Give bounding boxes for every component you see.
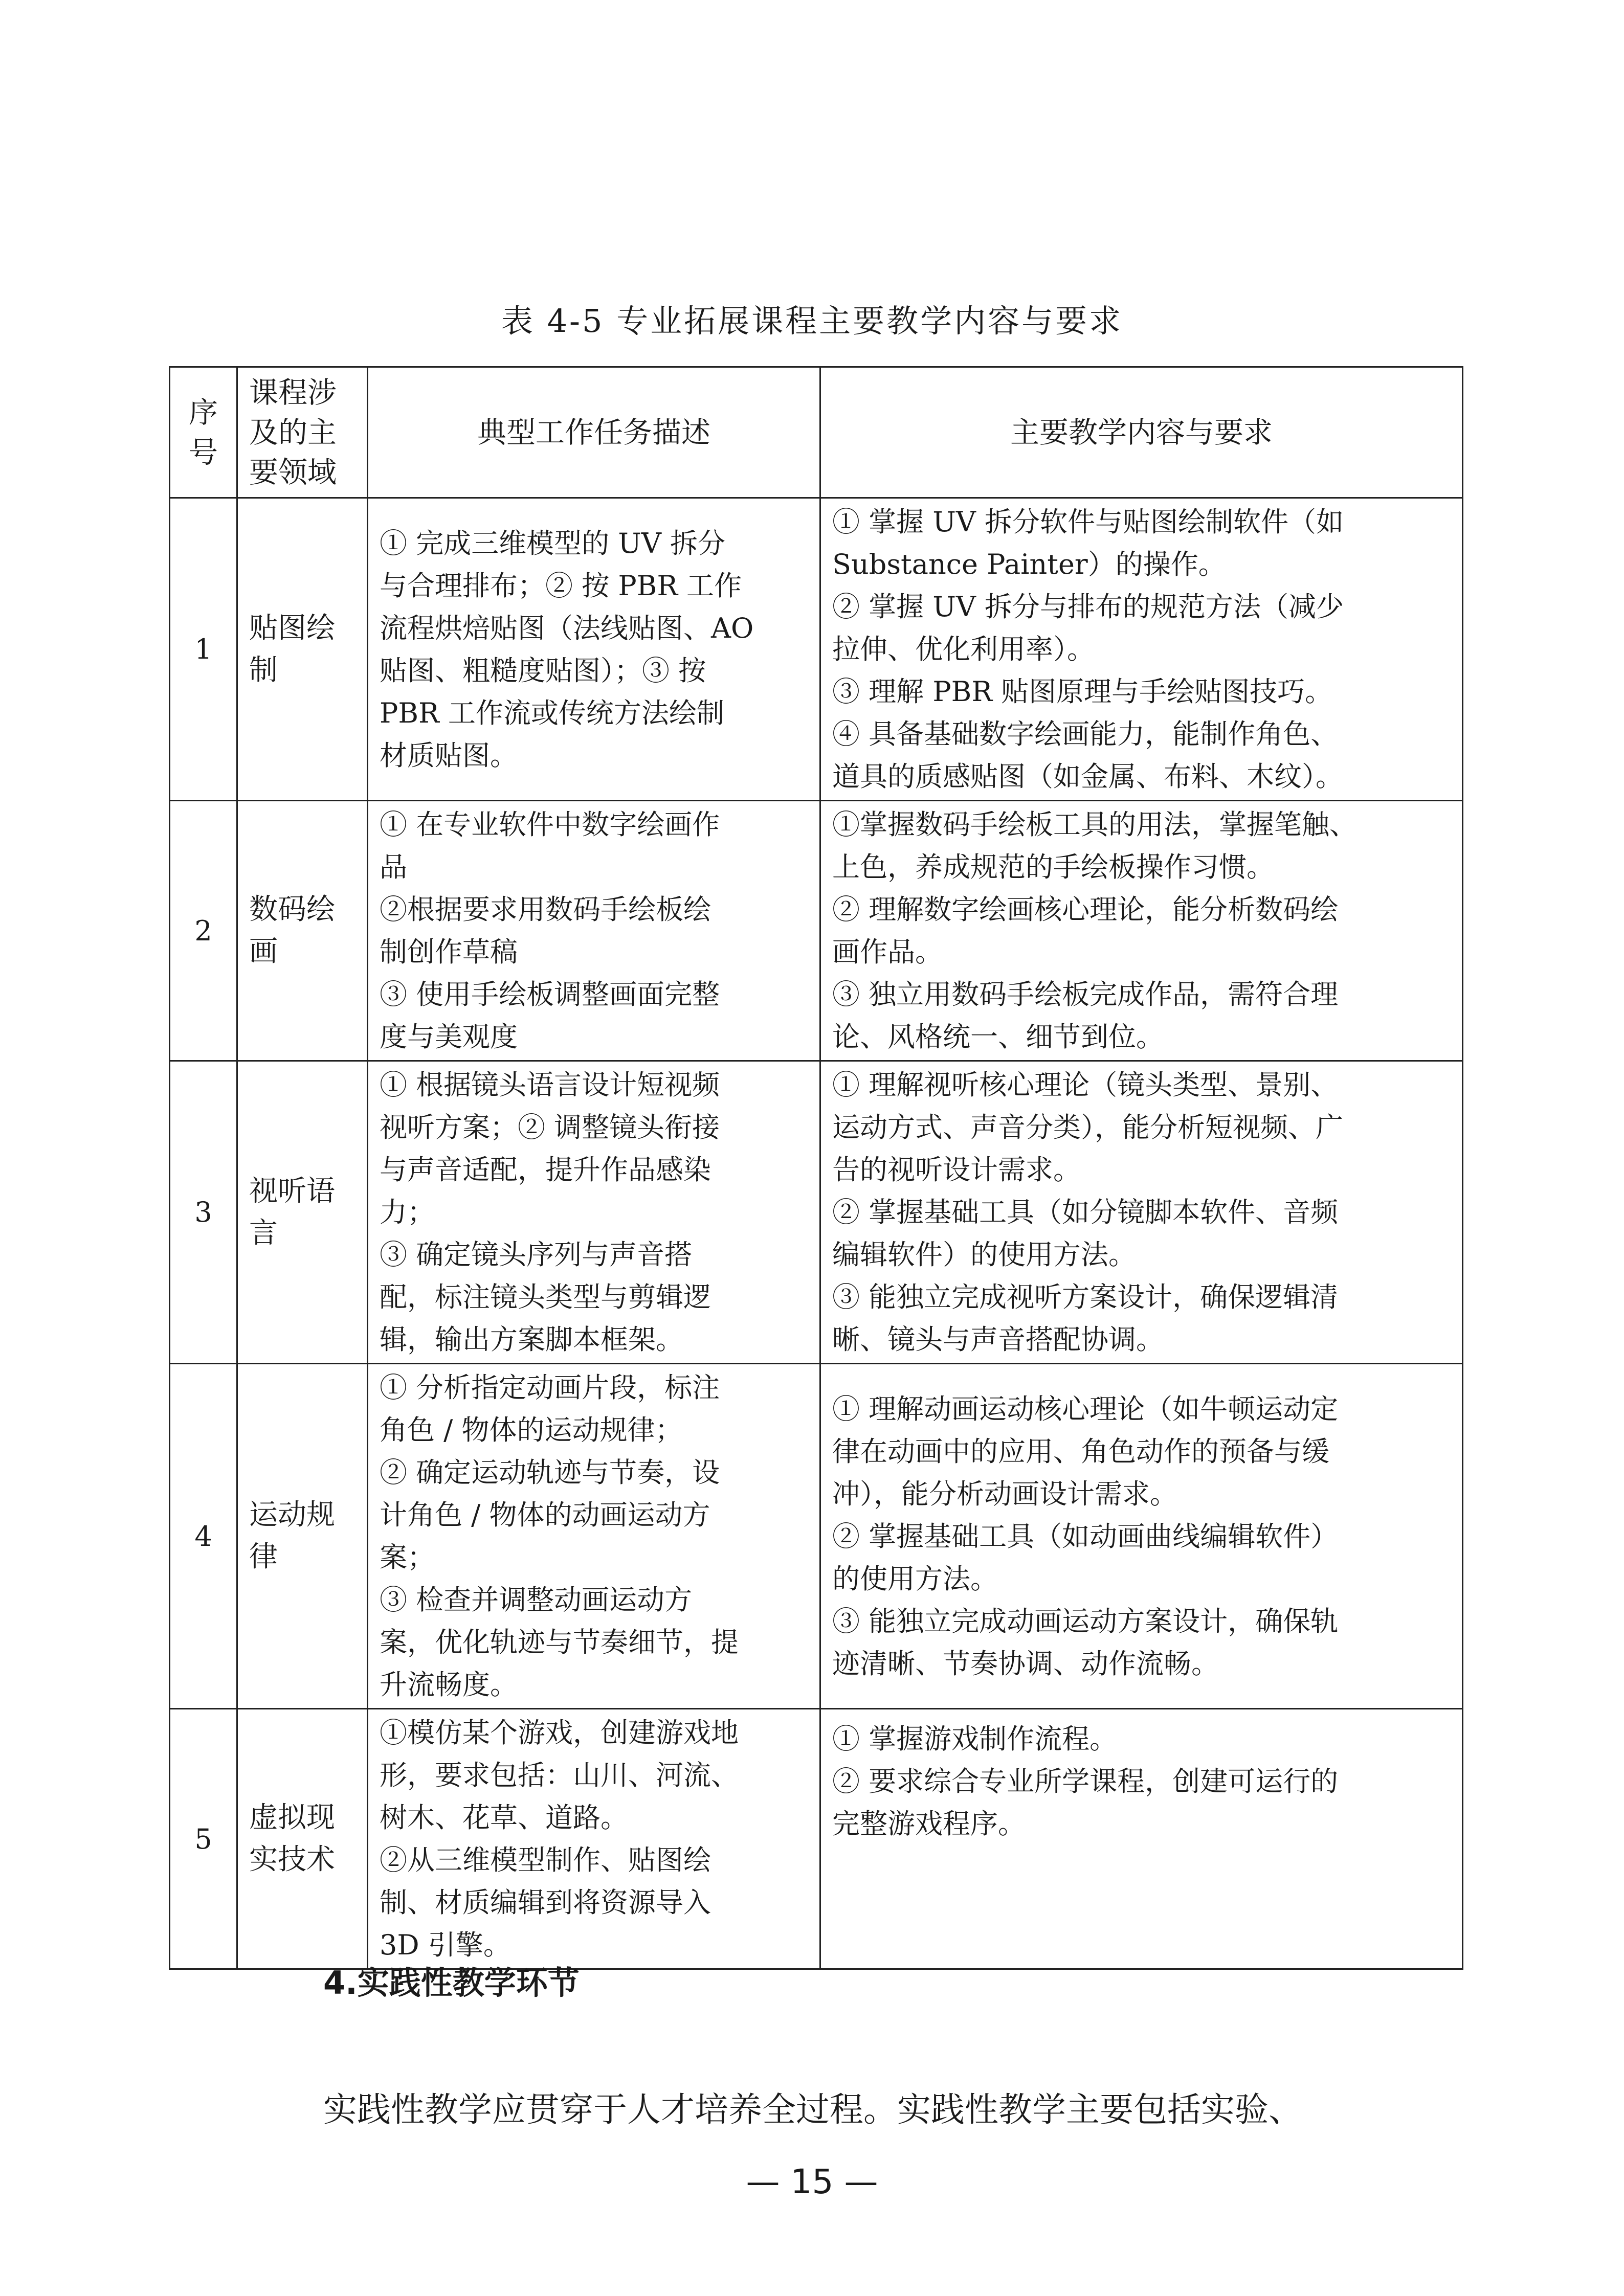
req-line: 告的视听设计需求。 [832, 1154, 1081, 1186]
table-row [170, 801, 1463, 1061]
req-line: 完整游戏程序。 [832, 1808, 1026, 1840]
req-line: ② 掌握基础工具（如分镜脚本软件、音频 [832, 1196, 1339, 1228]
req-line: ① 理解动画运动核心理论（如牛顿运动定 [832, 1392, 1339, 1425]
row-seq: 1 [170, 498, 237, 801]
table-header-row [170, 367, 1463, 498]
domain-line: 视听语 [249, 1174, 335, 1208]
task-line: 制创作草稿 [380, 936, 518, 968]
header-domain-line: 及的主 [249, 415, 337, 449]
task-line: 案； [380, 1541, 435, 1573]
table-row [170, 1061, 1463, 1364]
domain-line: 律 [249, 1540, 278, 1573]
header-domain [237, 367, 368, 498]
req-line: 拉伸、优化利用率）。 [832, 633, 1095, 665]
task-line: ③ 检查并调整动画运动方 [380, 1584, 693, 1616]
row-domain [237, 801, 368, 1061]
task-line: 度与美观度 [380, 1021, 518, 1053]
row-requirements [820, 498, 1463, 801]
task-line: ① 分析指定动画片段，标注 [380, 1371, 720, 1404]
domain-line: 制 [249, 653, 278, 687]
task-line: ① 完成三维模型的 UV 拆分 [380, 527, 726, 559]
row-domain [237, 1709, 368, 1969]
task-line: 流程烘焙贴图（法线贴图、AO [380, 612, 754, 644]
req-line: ① 掌握游戏制作流程。 [832, 1723, 1118, 1755]
req-line: ② 理解数字绘画核心理论，能分析数码绘 [832, 893, 1339, 926]
header-domain-line: 课程涉 [249, 375, 337, 410]
domain-line: 虚拟现 [249, 1801, 335, 1834]
task-line: 贴图、粗糙度贴图）；③ 按 [380, 654, 706, 687]
domain-line: 实技术 [249, 1843, 335, 1876]
task-line: 3D 引擎。 [380, 1929, 511, 1961]
task-line: 品 [380, 851, 407, 883]
row-requirements [820, 1709, 1463, 1969]
table-caption: 表 4-5 专业拓展课程主要教学内容与要求 [501, 302, 1123, 340]
task-line: 案，优化轨迹与节奏细节，提 [380, 1626, 739, 1658]
req-line: 编辑软件）的使用方法。 [832, 1239, 1136, 1271]
row-domain [237, 1364, 368, 1709]
task-line: ②从三维模型制作、贴图绘 [380, 1844, 711, 1876]
req-line: 律在动画中的应用、角色动作的预备与缓 [832, 1435, 1329, 1468]
row-task [368, 1709, 820, 1969]
domain-line: 贴图绘 [249, 611, 335, 645]
task-line: 升流畅度。 [380, 1669, 518, 1701]
task-line: 材质贴图。 [380, 739, 518, 772]
req-line: ① 理解视听核心理论（镜头类型、景别、 [832, 1069, 1339, 1101]
task-line: ① 根据镜头语言设计短视频 [380, 1069, 720, 1101]
table-row [170, 1709, 1463, 1969]
req-line: Substance Painter）的操作。 [832, 548, 1226, 580]
task-line: 树木、花草、道路。 [380, 1802, 628, 1834]
domain-line: 运动规 [249, 1498, 335, 1532]
req-line: ② 要求综合专业所学课程，创建可运行的 [832, 1765, 1339, 1797]
req-line: ② 掌握 UV 拆分与排布的规范方法（减少 [832, 591, 1344, 623]
header-seq-line: 号 [189, 435, 218, 469]
body-paragraph: 实践性教学应贯穿于人才培养全过程。实践性教学主要包括实验、 [323, 2090, 1302, 2129]
req-line: ③ 能独立完成动画运动方案设计，确保轨 [832, 1605, 1339, 1637]
task-line: 配，标注镜头类型与剪辑逻 [380, 1281, 711, 1313]
row-domain [237, 1061, 368, 1364]
domain-line: 数码绘 [249, 893, 335, 926]
req-line: ③ 能独立完成视听方案设计，确保逻辑清 [832, 1281, 1339, 1313]
task-line: 力； [380, 1196, 435, 1228]
row-requirements [820, 801, 1463, 1061]
req-line: ③ 独立用数码手绘板完成作品，需符合理 [832, 978, 1339, 1010]
req-line: 冲），能分析动画设计需求。 [832, 1477, 1177, 1510]
row-requirements [820, 1364, 1463, 1709]
table-row [170, 1364, 1463, 1709]
row-task [368, 1364, 820, 1709]
section-title: 4.实践性教学环节 [323, 1964, 580, 2001]
header-requirements: 主要教学内容与要求 [820, 367, 1463, 498]
task-line: 角色 / 物体的运动规律； [380, 1414, 683, 1446]
row-task [368, 801, 820, 1061]
header-domain-line: 要领域 [249, 455, 337, 489]
req-line: ①掌握数码手绘板工具的用法，掌握笔触、 [832, 808, 1357, 841]
req-line: 的使用方法。 [832, 1562, 998, 1595]
req-line: 上色，养成规范的手绘板操作习惯。 [832, 851, 1274, 883]
req-line: ④ 具备基础数字绘画能力，能制作角色、 [832, 718, 1339, 750]
task-line: ③ 使用手绘板调整画面完整 [380, 978, 720, 1010]
req-line: ① 掌握 UV 拆分软件与贴图绘制软件（如 [832, 506, 1344, 538]
domain-line: 画 [249, 935, 278, 968]
row-seq: 5 [170, 1709, 237, 1969]
page-number: — 15 — [746, 2162, 878, 2201]
domain-line: 言 [249, 1216, 278, 1250]
req-line: 论、风格统一、细节到位。 [832, 1021, 1164, 1053]
task-line: ②根据要求用数码手绘板绘 [380, 893, 711, 926]
task-line: ② 确定运动轨迹与节奏，设 [380, 1456, 720, 1489]
header-task: 典型工作任务描述 [368, 367, 820, 498]
task-line: 辑，输出方案脚本框架。 [380, 1323, 683, 1356]
table-row [170, 498, 1463, 801]
task-line: 计角色 / 物体的动画运动方 [380, 1499, 710, 1531]
row-seq: 4 [170, 1364, 237, 1709]
req-line: 画作品。 [832, 936, 943, 968]
course-content-table [169, 366, 1463, 1970]
req-line: 运动方式、声音分类），能分析短视频、广 [832, 1111, 1343, 1143]
row-task [368, 498, 820, 801]
header-seq [170, 367, 237, 498]
row-seq: 2 [170, 801, 237, 1061]
req-line: ② 掌握基础工具（如动画曲线编辑软件） [832, 1520, 1339, 1552]
task-line: PBR 工作流或传统方法绘制 [380, 696, 724, 729]
task-line: 形，要求包括：山川、河流、 [380, 1759, 739, 1791]
row-seq: 3 [170, 1061, 237, 1364]
row-domain [237, 498, 368, 801]
row-task [368, 1061, 820, 1364]
req-line: 道具的质感贴图（如金属、布料、木纹）。 [832, 760, 1343, 793]
task-line: ① 在专业软件中数字绘画作 [380, 808, 720, 841]
task-line: 与声音适配，提升作品感染 [380, 1154, 711, 1186]
req-line: 晰、镜头与声音搭配协调。 [832, 1323, 1164, 1356]
row-requirements [820, 1061, 1463, 1364]
req-line: 迹清晰、节奏协调、动作流畅。 [832, 1647, 1219, 1680]
task-line: 视听方案；② 调整镜头衔接 [380, 1111, 720, 1143]
task-line: 与合理排布；② 按 PBR 工作 [380, 569, 742, 602]
header-seq-line: 序 [189, 395, 218, 430]
req-line: ③ 理解 PBR 贴图原理与手绘贴图技巧。 [832, 676, 1333, 708]
task-line: ①模仿某个游戏，创建游戏地 [380, 1717, 739, 1749]
task-line: ③ 确定镜头序列与声音搭 [380, 1239, 693, 1271]
task-line: 制、材质编辑到将资源导入 [380, 1886, 711, 1919]
